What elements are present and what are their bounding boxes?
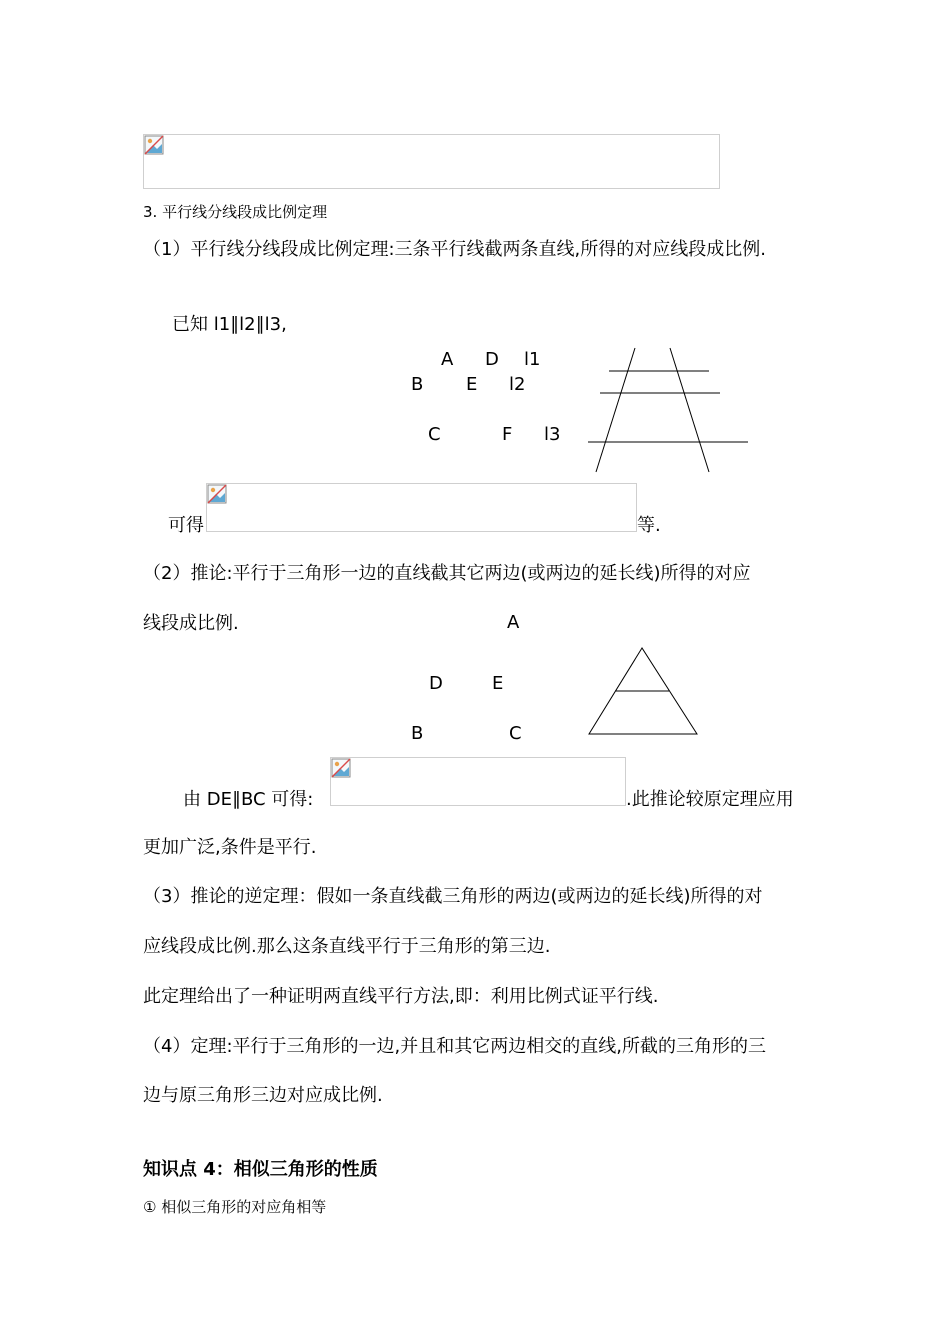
de-suffix: .此推论较原定理应用 xyxy=(626,789,794,810)
image-placeholder-top xyxy=(143,134,720,189)
fig1-label-l3: l3 xyxy=(544,424,561,445)
paragraph-4-line-2: 边与原三角形三边对应成比例. xyxy=(143,1085,383,1106)
fig1-label-B: B xyxy=(411,374,424,395)
fig1-label-F: F xyxy=(502,424,513,445)
knowledge-point-4-title: 知识点 4：相似三角形的性质 xyxy=(143,1159,378,1180)
fig2-label-E: E xyxy=(492,673,504,694)
broken-image-icon xyxy=(144,135,164,155)
given-statement: 已知 l1∥l2∥l3, xyxy=(172,314,287,335)
parallel-lines-figure xyxy=(585,345,755,477)
fig1-label-A: A xyxy=(441,349,454,370)
transversal-right xyxy=(670,348,709,472)
de-prefix: 由 DE∥BC 可得: xyxy=(183,789,314,810)
fig1-label-E: E xyxy=(466,374,478,395)
fig1-label-l1: l1 xyxy=(524,349,541,370)
paragraph-2-line-2: 线段成比例. xyxy=(143,613,239,634)
fig2-label-C: C xyxy=(509,723,522,744)
triangle-figure xyxy=(585,643,701,738)
keyi-suffix: 等. xyxy=(637,515,661,536)
paragraph-3-line-2: 应线段成比例.那么这条直线平行于三角形的第三边. xyxy=(143,936,551,957)
fig2-label-D: D xyxy=(429,673,443,694)
fig2-label-A: A xyxy=(507,612,520,633)
paragraph-3-line-1: （3）推论的逆定理：假如一条直线截三角形的两边(或两边的延长线)所得的对 xyxy=(143,886,763,907)
section-title: 3. 平行线分线段成比例定理 xyxy=(143,203,328,221)
fig1-label-D: D xyxy=(485,349,499,370)
paragraph-2-line-1: （2）推论:平行于三角形一边的直线截其它两边(或两边的延长线)所得的对应 xyxy=(143,563,751,584)
keyi-prefix: 可得 xyxy=(168,515,204,536)
image-placeholder-de-ratio xyxy=(330,757,626,806)
de-line-2: 更加广泛,条件是平行. xyxy=(143,837,317,858)
fig1-label-l2: l2 xyxy=(509,374,526,395)
fig2-label-B: B xyxy=(411,723,424,744)
paragraph-1: （1）平行线分线段成比例定理:三条平行线截两条直线,所得的对应线段成比例. xyxy=(143,239,766,260)
paragraph-4-line-1: （4）定理:平行于三角形的一边,并且和其它两边相交的直线,所截的三角形的三 xyxy=(143,1036,766,1057)
fig1-label-C: C xyxy=(428,424,441,445)
paragraph-3-line-3: 此定理给出了一种证明两直线平行方法,即：利用比例式证平行线. xyxy=(143,986,659,1007)
image-placeholder-ratio xyxy=(206,483,637,532)
broken-image-icon xyxy=(207,484,227,504)
transversal-left xyxy=(596,348,635,472)
broken-image-icon xyxy=(331,758,351,778)
knowledge-point-4-item-1: ① 相似三角形的对应角相等 xyxy=(143,1198,327,1216)
